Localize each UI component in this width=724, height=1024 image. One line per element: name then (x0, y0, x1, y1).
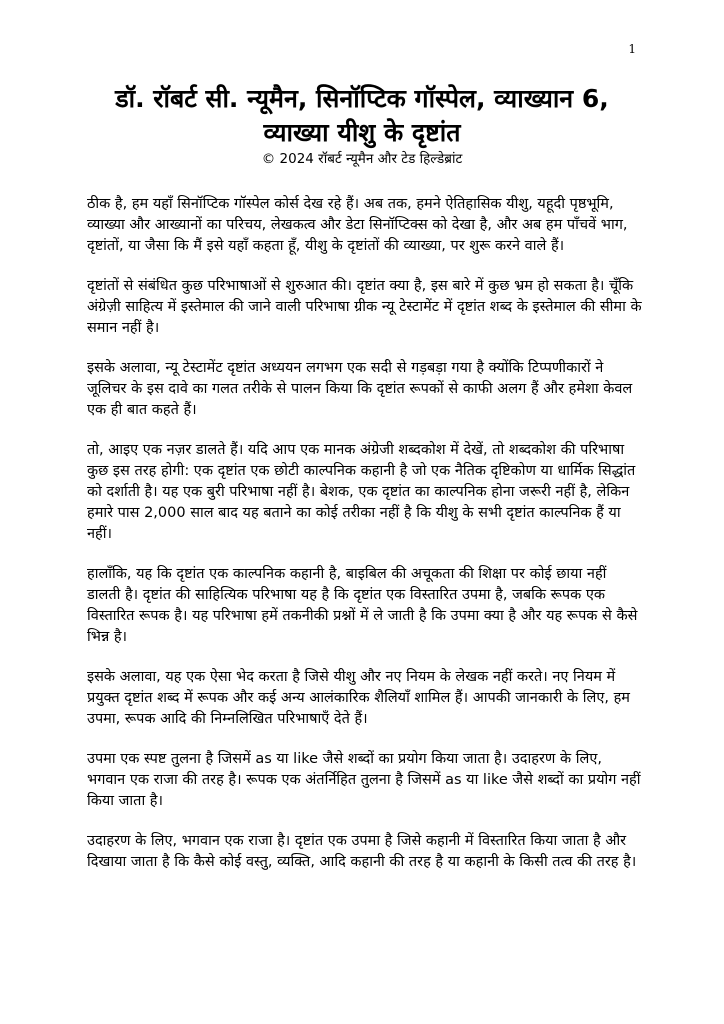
paragraph: इसके अलावा, यह एक ऐसा भेद करता है जिसे यीशु और नए नियम के लेखक नहीं करते। नए नियम में प्रयुक्त दृष्टांत शब्द में रूपक और कई अन्य आलंकारिक शैलियाँ शामिल हैं। आपकी जानकारी के लिए, हम उपमा, रूपक आदि की निम्नलिखित परिभाषाएँ देते हैं। (87, 669, 630, 727)
title-line-1: डॉ. रॉबर्ट सी. न्यूमैन, सिनॉप्टिक गॉस्पेल, व्याख्यान 6, (115, 84, 609, 113)
paragraph: उदाहरण के लिए, भगवान एक राजा है। दृष्टांत एक उपमा है जिसे कहानी में विस्तारित किया जाता है और दिखाया जाता है कि कैसे कोई वस्तु, व्यक्ति, आदि कहानी की तरह है या कहानी के किसी तत्व की तरह है। (87, 833, 637, 870)
paragraph: इसके अलावा, न्यू टेस्टामेंट दृष्टांत अध्ययन लगभग एक सदी से गड़बड़ा गया है क्योंकि टिप्पणीकारों ने जूलिचर के इस दावे का गलत तरीके से पालन किया कि दृष्टांत रूपकों से काफी अलग हैं और हमेशा केवल एक ही बात कहते हैं। (87, 360, 633, 418)
body-text (87, 194, 643, 892)
copyright-line: © 2024 रॉबर्ट न्यूमैन और टेड हिल्डेब्रांट (261, 151, 463, 167)
paragraph: हालाँकि, यह कि दृष्टांत एक काल्पनिक कहानी है, बाइबिल की अचूकता की शिक्षा पर कोई छाया नहीं डालती है। दृष्टांत की साहित्यिक परिभाषा यह है कि दृष्टांत एक विस्तारित उपमा है, जबकि रूपक एक विस्तारित रूपक है। यह परिभाषा हमें तकनीकी प्रश्नों में ले जाती है कि उपमा क्या है और यह रूपक से कैसे भिन्न है। (87, 566, 638, 645)
title-line-2: व्याख्या यीशु के दृष्टांत (263, 118, 461, 147)
paragraph: तो, आइए एक नज़र डालते हैं। यदि आप एक मानक अंग्रेजी शब्दकोश में देखें, तो शब्दकोश की परिभाषा कुछ इस तरह होगी: एक दृष्टांत एक छोटी काल्पनिक कहानी है जो एक नैतिक दृष्टिकोण या धार्मिक सिद्धांत को दर्शाती है। यह एक बुरी परिभाषा नहीं है। बेशक, एक दृष्टांत का काल्पनिक होना जरूरी नहीं है, लेकिन हमारे पास 2,000 साल बाद यह बताने का कोई तरीका नहीं है कि यीशु के सभी दृष्टांत काल्पनिक हैं या नहीं। (87, 442, 636, 542)
paragraph: दृष्टांतों से संबंधित कुछ परिभाषाओं से शुरुआत की। दृष्टांत क्या है, इस बारे में कुछ भ्रम हो सकता है। चूँकि अंग्रेज़ी साहित्य में इस्तेमाल की जाने वाली परिभाषा ग्रीक न्यू टेस्टामेंट में दृष्टांत शब्द के इस्तेमाल की सीमा के समान नहीं है। (87, 278, 642, 336)
paragraph: उपमा एक स्पष्ट तुलना है जिसमें as या like जैसे शब्दों का प्रयोग किया जाता है। उदाहरण के लिए, भगवान एक राजा की तरह है। रूपक एक अंतर्निहित तुलना है जिसमें as या like जैसे शब्दों का प्रयोग नहीं किया जाता है। (87, 751, 641, 809)
paragraph: ठीक है, हम यहाँ सिनॉप्टिक गॉस्पेल कोर्स देख रहे हैं। अब तक, हमने ऐतिहासिक यीशु, यहूदी पृष्ठभूमि, व्याख्या और आख्यानों का परिचय, लेखकत्व और डेटा सिनॉप्टिक्स को देखा है, और अब हम पाँचवें भाग, दृष्टांतों, या जैसा कि मैं इसे यहाँ कहता हूँ, यीशु के दृष्टांतों की व्याख्या, पर शुरू करने वाले हैं। (87, 196, 628, 254)
title-block (60, 82, 664, 168)
page-number: 1 (628, 42, 636, 56)
document-title (60, 82, 664, 150)
